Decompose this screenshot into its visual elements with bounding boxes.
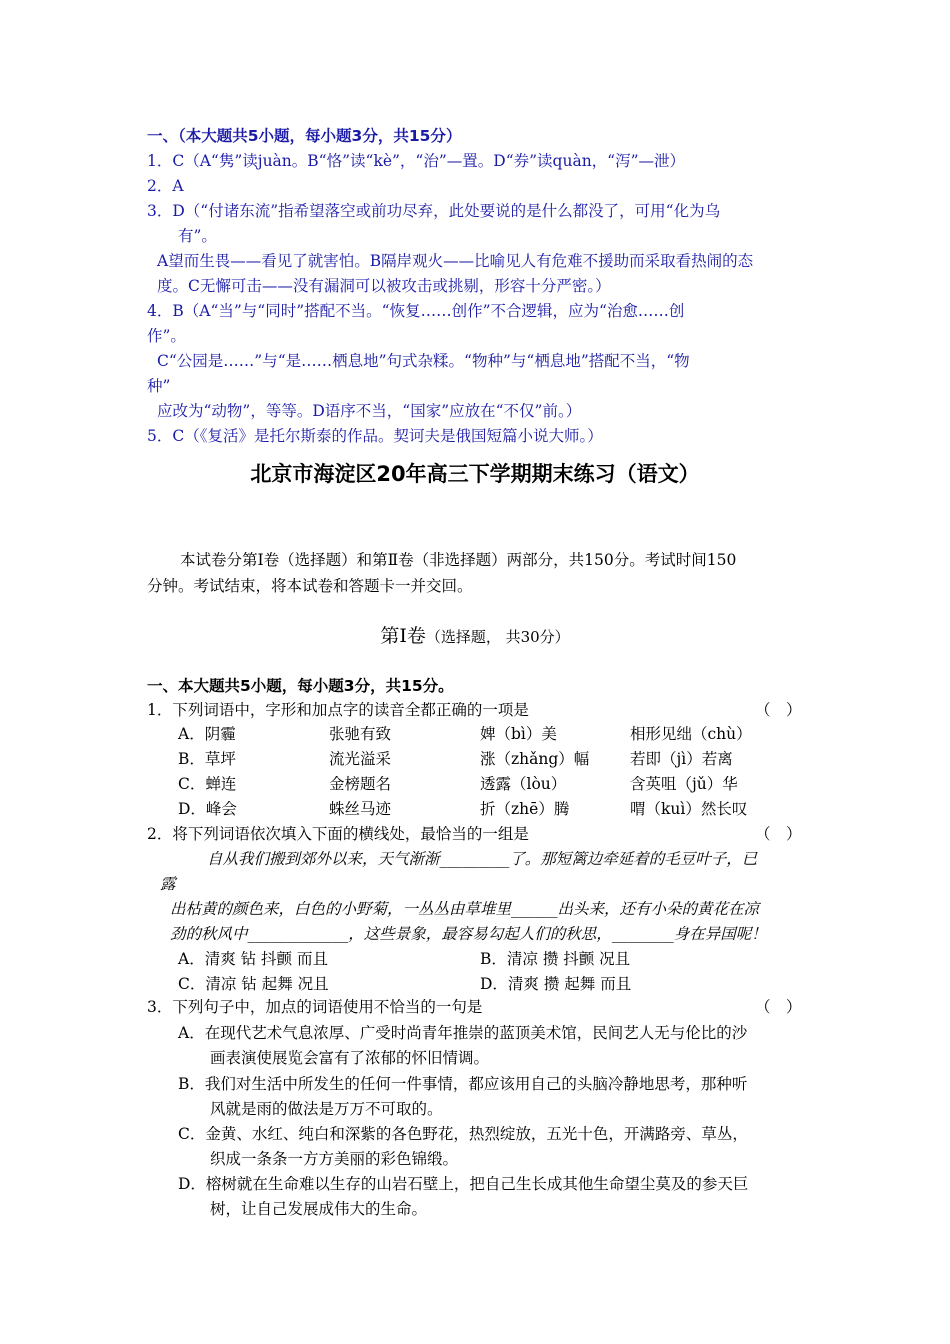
q1-option-cell: 张驰有致	[329, 725, 392, 743]
question-3-stem: 3．下列句子中，加点的词语使用不恰当的一句是	[147, 998, 483, 1016]
q1-option-cell: D．峰会	[178, 800, 237, 818]
answer-line: 3．D（“付诸东流”指希望落空或前功尽弃，此处要说的是什么都没了，可用“化为乌	[147, 202, 721, 220]
q1-option-cell: 相形见绌（chù）	[630, 725, 752, 743]
q1-option-cell: 婢（bì）美	[480, 725, 557, 743]
q1-option-cell: B．草坪	[178, 750, 236, 768]
q3-option-line: B．我们对生活中所发生的任何一件事情，都应该用自己的头脑冷静地思考，那种听	[178, 1075, 748, 1093]
answer-line: 2．A	[147, 177, 184, 195]
q2-option: D．清爽 攒 起舞 而且	[480, 975, 632, 993]
q1-option-cell: 蛛丝马迹	[329, 800, 392, 818]
q1-option-cell: 流光溢采	[329, 750, 392, 768]
question-1-stem: 1．下列词语中，字形和加点字的读音全都正确的一项是	[147, 701, 529, 719]
q1-option-cell: 若即（jì）若离	[630, 750, 733, 768]
q3-option-line: D．榕树就在生命难以生存的山岩石壁上，把自己生长成其他生命望尘莫及的参天巨	[178, 1175, 749, 1193]
answers-heading: 一、（本大题共5小题，每小题3分，共15分）	[147, 127, 462, 145]
q3-option-line: C．金黄、水红、纯白和深紫的各色野花，热烈绽放，五光十色，开满路旁、草丛，	[178, 1125, 748, 1143]
answer-line: 种”	[147, 377, 171, 395]
q2-option: C．清凉 钻 起舞 况且	[178, 975, 329, 993]
section-heading: 一、本大题共5小题，每小题3分，共15分。	[147, 677, 454, 695]
q3-option-line: 风就是雨的做法是万万不可取的。	[210, 1100, 443, 1118]
answer-line: 应改为“动物”，等等。D语序不当，“国家”应放在“不仅”前。）	[157, 402, 582, 420]
q2-passage-line: 自从我们搬到郊外以来，天气渐渐_________了。那短篱边牵延着的毛豆叶子，已	[207, 850, 758, 868]
answer-line: 1．C（A“隽”读juàn。B“恪”读“kè”，“治”—置。D“券”读quàn，“泻”—泄）	[147, 152, 686, 170]
intro-line: 本试卷分第Ⅰ卷（选择题）和第Ⅱ卷（非选择题）两部分，共150分。考试时间150	[180, 551, 737, 569]
q1-option-cell: 折（zhē）腾	[480, 800, 570, 818]
answer-line: 作”。	[147, 327, 186, 345]
answer-paren: （ ）	[755, 998, 802, 1016]
answer-line: 5．C（《复活》是托尔斯泰的作品。契诃夫是俄国短篇小说大师。）	[147, 427, 603, 445]
q2-option: A．清爽 钻 抖颤 而且	[178, 950, 328, 968]
q2-passage-line: 露	[160, 875, 176, 893]
answer-line: 有”。	[178, 227, 217, 245]
answer-line: 度。C无懈可击——没有漏洞可以被攻击或挑剔，形容十分严密。）	[157, 277, 611, 295]
volume-subtitle: （选择题， 共30分）	[425, 628, 570, 646]
volume-label: 第Ⅰ卷	[380, 625, 426, 647]
q3-option-line: 画表演使展览会富有了浓郁的怀旧情调。	[210, 1049, 490, 1067]
answer-paren: （ ）	[755, 701, 802, 719]
q2-passage-line: 出枯黄的颜色来，白色的小野菊，一丛丛由草堆里______出头来，还有小朵的黄花在凉	[170, 900, 760, 918]
answer-line: C“公园是……”与“是……栖息地”句式杂糅。“物种”与“栖息地”搭配不当，“物	[157, 352, 690, 370]
answer-line: 4．B（A“当”与“同时”搭配不当。“恢复……创作”不合逻辑，应为“治愈……创	[147, 302, 685, 320]
q1-option-cell: 涨（zhǎng）幅	[480, 750, 590, 768]
q1-option-cell: 金榜题名	[329, 775, 392, 793]
q3-option-line: A．在现代艺术气息浓厚、广受时尚青年推崇的蓝顶美术馆，民间艺人无与伦比的沙	[178, 1024, 748, 1042]
exam-title: 北京市海淀区20年高三下学期期末练习（语文）	[250, 462, 700, 486]
q2-passage-line: 劲的秋风中_____________，这些景象，最容易勾起人们的秋思，________身在异国呢！	[170, 925, 767, 943]
answer-line: A望而生畏——看见了就害怕。B隔岸观火——比喻见人有危难不援助而采取看热闹的态	[157, 252, 754, 270]
q1-option-cell: C．蝉连	[178, 775, 237, 793]
q1-option-cell: 透露（lòu）	[480, 775, 567, 793]
answer-paren: （ ）	[755, 825, 802, 843]
q3-option-line: 树，让自己发展成伟大的生命。	[210, 1200, 428, 1218]
q1-option-cell: A．阴霾	[178, 725, 236, 743]
q2-option: B．清凉 攒 抖颤 况且	[480, 950, 631, 968]
intro-line: 分钟。考试结束，将本试卷和答题卡一并交回。	[147, 577, 473, 595]
question-2-stem: 2．将下列词语依次填入下面的横线处，最恰当的一组是	[147, 825, 529, 843]
q1-option-cell: 含英咀（jǔ）华	[630, 775, 738, 793]
q3-option-line: 织成一条条一方方美丽的彩色锦缎。	[210, 1150, 459, 1168]
volume-title	[0, 623, 950, 650]
q1-option-cell: 喟（kuì）然长叹	[630, 800, 748, 818]
